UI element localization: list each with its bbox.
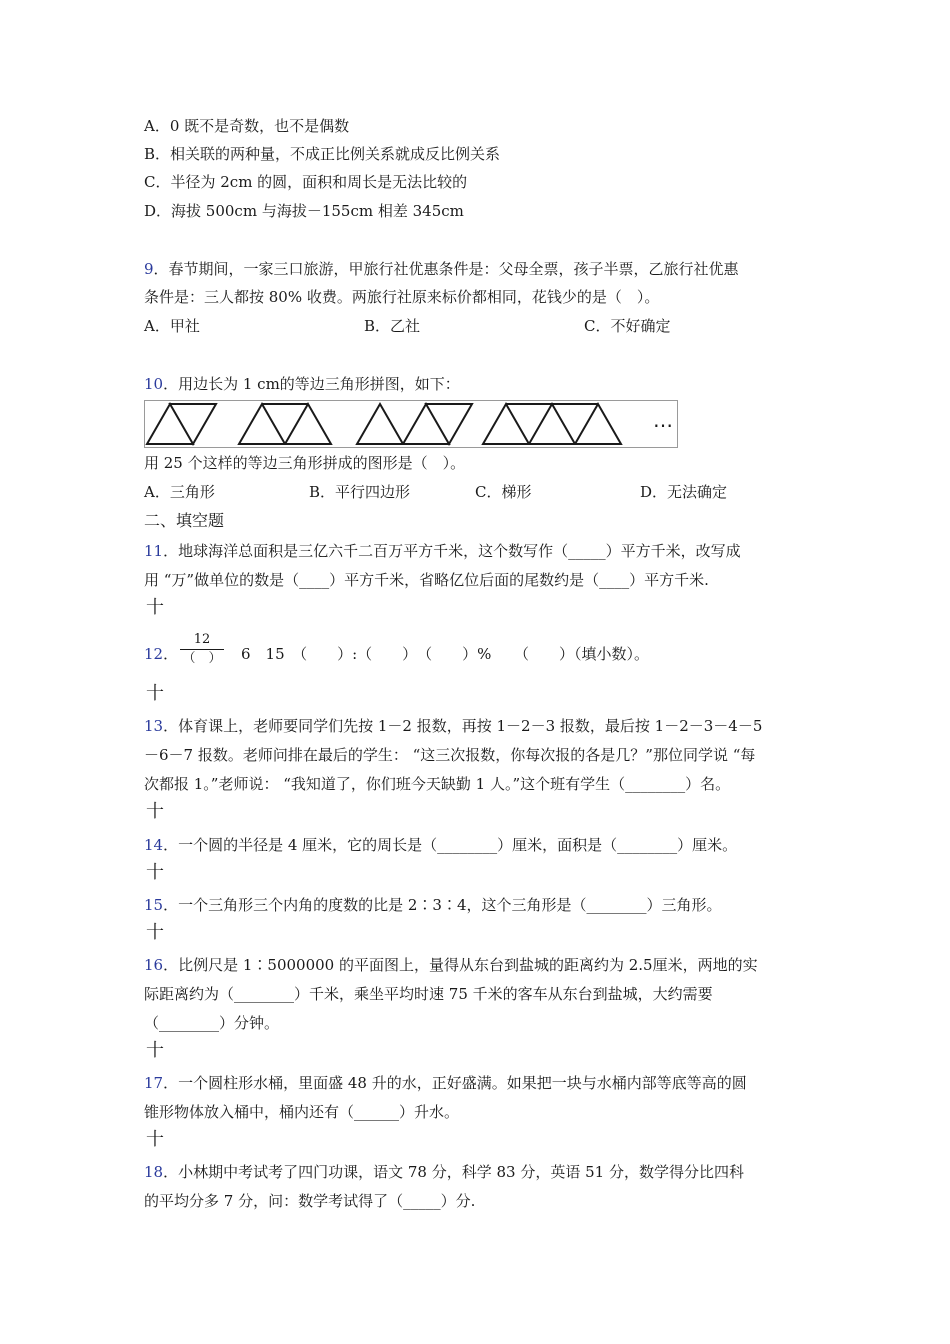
q11-line1 <box>144 540 741 562</box>
q9-line2: 条件是：三人都按 80% 收费。两旅行社原来标价都相同，花钱少的是（ ）。 <box>144 288 660 306</box>
plus-mark: 十 <box>146 862 164 883</box>
q10-line1 <box>144 373 460 395</box>
q18-text1: ．小林期中考试考了四门功课，语文 78 分，科学 83 分，英语 51 分，数学得分比四科 <box>163 1163 744 1181</box>
q16-line3: （________）分钟。 <box>144 1014 280 1032</box>
q18-number: 18 <box>144 1163 164 1181</box>
q14-text1: ．一个圆的半径是 4 厘米，它的周长是（________）厘米，面积是（________）厘米。 <box>163 836 738 854</box>
plus-mark: 十 <box>146 1040 164 1061</box>
q11-text1: ．地球海洋总面积是三亿六千二百万平方千米，这个数写作（_____）平方千米，改写成 <box>163 542 741 560</box>
fraction-bar <box>180 649 224 650</box>
q9-line1 <box>144 258 739 280</box>
q10-option-c: C．梯形 <box>475 483 532 501</box>
triangle-strip-4 <box>357 404 472 444</box>
q17-line2: 锥形物体放入桶中，桶内还有（______）升水。 <box>144 1103 460 1121</box>
q15-number: 15 <box>144 896 164 914</box>
plus-mark: 十 <box>146 597 164 618</box>
q14-line1 <box>144 834 737 856</box>
q17-text1: ．一个圆柱形水桶，里面盛 48 升的水，正好盛满。如果把一块与水桶内部等底等高的圆 <box>163 1074 747 1092</box>
q8-option-a: A．0 既不是奇数，也不是偶数 <box>144 117 350 135</box>
q13-text1: ．体育课上，老师要同学们先按 1－2 报数，再按 1－2－3 报数，最后按 1－2－3－4－5 <box>163 717 763 735</box>
q11-number: 11 <box>144 542 164 560</box>
q13-line2: －6－7 报数。老师问排在最后的学生： “这三次报数，你每次报的各是几？”那位同学说 “每 <box>144 746 756 764</box>
q10-line2: 用 25 个这样的等边三角形拼成的图形是（ ）。 <box>144 454 466 472</box>
q12-fraction <box>180 632 224 667</box>
plus-mark: 十 <box>146 922 164 943</box>
q10-option-d: D．无法确定 <box>640 483 728 501</box>
q10-option-b: B．平行四边形 <box>309 483 411 501</box>
q11-line2: 用 “万”做单位的数是（____）平方千米，省略亿位后面的尾数约是（____）平方千米. <box>144 571 709 589</box>
q18-line1 <box>144 1161 744 1183</box>
q8-option-b: B．相关联的两种量，不成正比例关系就成反比例关系 <box>144 145 501 163</box>
q12-rest: 6 15 （ ）:（ ） （ ）% （ ）（填小数）。 <box>226 645 649 663</box>
triangle-strip-5 <box>483 404 621 444</box>
q13-line1 <box>144 715 762 737</box>
plus-mark: 十 <box>146 683 164 704</box>
plus-mark: 十 <box>146 1129 164 1150</box>
q10-text1: ．用边长为 1 cm的等边三角形拼图，如下： <box>163 375 460 393</box>
q15-text1: ．一个三角形三个内角的度数的比是 2∶3∶4，这个三角形是（________）三角形。 <box>163 896 722 914</box>
q9-number: 9 <box>144 260 154 278</box>
q10-number: 10 <box>144 375 164 393</box>
q9-option-b: B．乙社 <box>364 317 421 335</box>
figure-ellipsis: … <box>653 408 673 432</box>
triangle-pattern-figure <box>144 400 678 448</box>
q10-option-a: A．三角形 <box>144 483 215 501</box>
q9-text1: ．春节期间，一家三口旅游，甲旅行社优惠条件是：父母全票，孩子半票，乙旅行社优惠 <box>153 260 739 278</box>
triangle-pattern-svg <box>145 401 677 447</box>
q17-line1 <box>144 1072 747 1094</box>
q12-fraction-numerator: 12 <box>193 632 211 647</box>
q12-fraction-denominator: （ ） <box>182 651 222 666</box>
q16-line1 <box>144 954 758 976</box>
q9-option-c: C．不好确定 <box>584 317 671 335</box>
plus-mark: 十 <box>146 801 164 822</box>
q8-option-d: D．海拔 500cm 与海拔－155cm 相差 345cm <box>144 202 464 220</box>
q13-number: 13 <box>144 717 164 735</box>
triangle-strip-3 <box>239 404 331 444</box>
q12-number: 12 <box>144 645 164 663</box>
q17-number: 17 <box>144 1074 164 1092</box>
q16-number: 16 <box>144 956 164 974</box>
q16-line2: 际距离约为（________）千米，乘坐平均时速 75 千米的客车从东台到盐城，大约需要 <box>144 985 713 1003</box>
q12-number-line: 12． <box>144 645 179 663</box>
q13-line3: 次都报 1。”老师说： “我知道了，你们班今天缺勤 1 人。”这个班有学生（________）名。 <box>144 775 731 793</box>
q8-option-c: C．半径为 2cm 的圆，面积和周长是无法比较的 <box>144 173 468 191</box>
q16-text1: ．比例尺是 1∶5000000 的平面图上，量得从东台到盐城的距离约为 2.5厘米，两地的实 <box>163 956 758 974</box>
triangle-strip-2 <box>147 404 216 444</box>
section-heading-fill-in: 二、填空题 <box>144 511 225 530</box>
q14-number: 14 <box>144 836 164 854</box>
q9-option-a: A．甲社 <box>144 317 200 335</box>
q18-line2: 的平均分多 7 分，问：数学考试得了（_____）分. <box>144 1192 476 1210</box>
q15-line1 <box>144 894 722 916</box>
